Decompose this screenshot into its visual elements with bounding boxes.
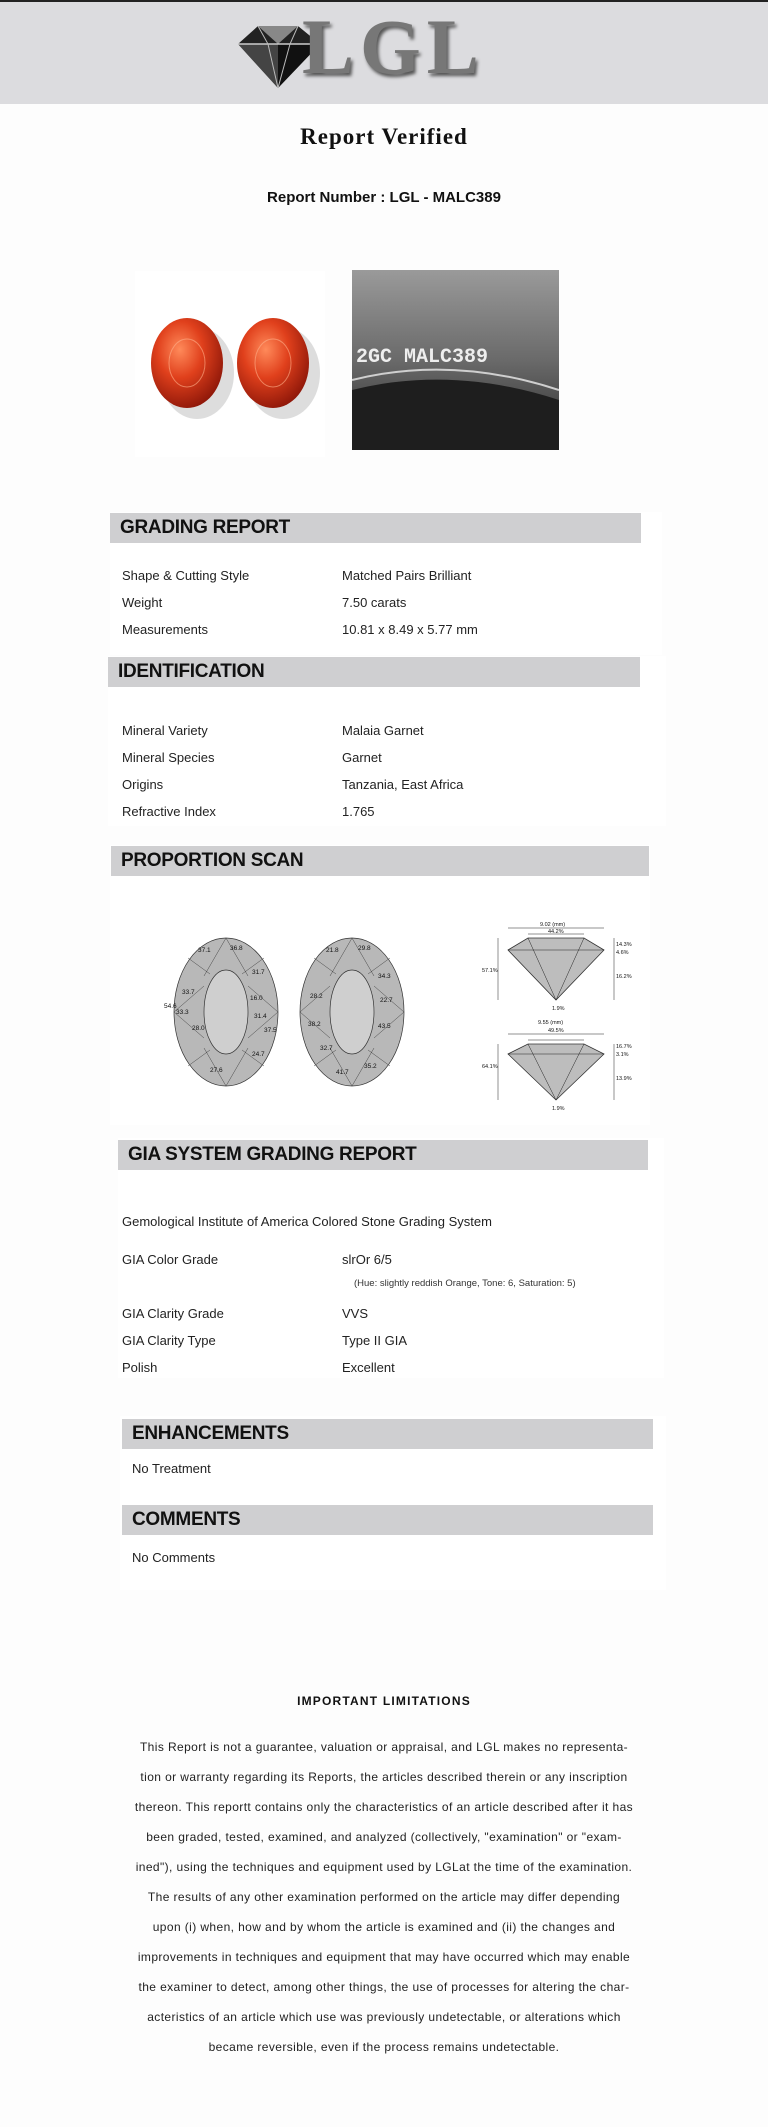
facet-label: 32.7 bbox=[320, 1045, 333, 1052]
inscription-text: 2GC MALC389 bbox=[356, 346, 489, 369]
gia-report-header bbox=[118, 1140, 648, 1170]
section-heading: ENHANCEMENTS bbox=[132, 1423, 289, 1444]
facet-label: 37.1 bbox=[198, 947, 211, 954]
limitations-line: became reversible, even if the process remains undetectable. bbox=[208, 2040, 560, 2054]
row-value: Excellent bbox=[342, 1360, 395, 1375]
section-heading: GIA SYSTEM GRADING REPORT bbox=[128, 1144, 417, 1165]
row-label: Mineral Variety bbox=[122, 723, 208, 738]
facet-label: 24.7 bbox=[252, 1051, 265, 1058]
limitations-body bbox=[118, 1732, 650, 2062]
profile-label: 44.2% bbox=[548, 929, 564, 935]
limitations-line: upon (i) when, how and by whom the article is examined and (ii) the changes and bbox=[152, 1920, 616, 1934]
facet-label: 54.6 bbox=[164, 1003, 177, 1010]
facet-label: 43.5 bbox=[378, 1023, 391, 1030]
limitations-line: been graded, tested, examined, and analyzed (collectively, "examination" or "exam- bbox=[146, 1830, 622, 1844]
row-value: 10.81 x 8.49 x 5.77 mm bbox=[342, 622, 478, 637]
row-label: GIA Color Grade bbox=[122, 1252, 219, 1267]
facet-label: 29.8 bbox=[358, 945, 371, 952]
facet-label: 28.2 bbox=[310, 993, 323, 1000]
facet-diagram bbox=[118, 906, 448, 1118]
facet-label: 31.7 bbox=[252, 969, 265, 976]
row-label: GIA Clarity Grade bbox=[122, 1306, 224, 1321]
row-label: GIA Clarity Type bbox=[122, 1333, 216, 1348]
proportion-scan-header bbox=[111, 846, 649, 876]
comments-value: No Comments bbox=[132, 1550, 216, 1565]
grading-report-header bbox=[110, 513, 641, 543]
row-label: Weight bbox=[122, 595, 163, 610]
facet-label: 38.2 bbox=[308, 1021, 321, 1028]
row-label: Origins bbox=[122, 777, 164, 792]
profile-label: 16.7% bbox=[616, 1044, 632, 1050]
row-value: Garnet bbox=[342, 750, 382, 765]
row-label: Polish bbox=[122, 1360, 158, 1375]
limitations-line: This Report is not a guarantee, valuation or appraisal, and LGL makes no representa- bbox=[139, 1740, 629, 1754]
profile-label: 16.2% bbox=[616, 974, 632, 980]
profile-label: 14.3% bbox=[616, 942, 632, 948]
section-heading: PROPORTION SCAN bbox=[121, 850, 304, 871]
limitations-line: improvements in techniques and equipment that may have occurred which may enable bbox=[137, 1950, 631, 1964]
enhancements-header bbox=[122, 1419, 653, 1449]
row-label: Mineral Species bbox=[122, 750, 215, 765]
facet-label: 37.5 bbox=[264, 1027, 277, 1034]
inscription-photo bbox=[352, 270, 559, 450]
profile-label: 9.02 (mm) bbox=[540, 922, 566, 928]
limitations-line: The results of any other examination performed on the article may differ depending bbox=[147, 1890, 621, 1904]
row-label: Refractive Index bbox=[122, 804, 216, 819]
facet-label: 31.4 bbox=[254, 1013, 267, 1020]
comments-header bbox=[122, 1505, 653, 1535]
limitations-line: ined"), using the techniques and equipment used by LGLat the time of the examination. bbox=[135, 1860, 633, 1874]
section-heading: GRADING REPORT bbox=[120, 517, 290, 538]
facet-label: 27.6 bbox=[210, 1067, 223, 1074]
row-value: slrOr 6/5 bbox=[342, 1252, 392, 1267]
profile-label: 49.5% bbox=[548, 1028, 564, 1034]
facet-label: 21.8 bbox=[326, 947, 339, 954]
facet-label: 33.7 bbox=[182, 989, 195, 996]
row-label: Measurements bbox=[122, 622, 208, 637]
profile-label: 57.1% bbox=[482, 968, 498, 974]
row-value: Tanzania, East Africa bbox=[342, 777, 464, 792]
profile-label: 9.55 (mm) bbox=[538, 1020, 564, 1026]
facet-label: 41.7 bbox=[336, 1069, 349, 1076]
row-value: VVS bbox=[342, 1306, 369, 1321]
limitations-heading: IMPORTANT LIMITATIONS bbox=[297, 1694, 471, 1708]
report-number: Report Number : LGL - MALC389 bbox=[267, 189, 501, 206]
profile-label: 13.9% bbox=[616, 1076, 632, 1082]
row-label: Shape & Cutting Style bbox=[122, 568, 250, 583]
enhancements-value: No Treatment bbox=[132, 1461, 211, 1476]
profile-label: 4.6% bbox=[616, 950, 629, 956]
facet-label: 28.0 bbox=[192, 1025, 205, 1032]
row-value: Malaia Garnet bbox=[342, 723, 424, 738]
limitations-line: acteristics of an article which use was previously undetectable, or alterations which bbox=[147, 2010, 621, 2024]
limitations-line: the examiner to detect, among other things, the use of processes for altering the char- bbox=[138, 1980, 630, 1994]
facet-label: 22.7 bbox=[380, 997, 393, 1004]
row-value: Type II GIA bbox=[342, 1333, 408, 1348]
page-title: Report Verified bbox=[300, 124, 468, 149]
color-grade-note: (Hue: slightly reddish Orange, Tone: 6, Saturation: 5) bbox=[354, 1278, 576, 1289]
profile-label: 3.1% bbox=[616, 1052, 629, 1058]
logo-text: LGL bbox=[302, 3, 485, 90]
facet-label: 16.0 bbox=[250, 995, 263, 1002]
row-value: 1.765 bbox=[342, 804, 375, 819]
row-value: 7.50 carats bbox=[342, 595, 407, 610]
facet-label: 36.8 bbox=[230, 945, 243, 952]
profile-label: 1.9% bbox=[552, 1006, 565, 1012]
profile-diagram bbox=[472, 906, 644, 1118]
facet-label: 34.3 bbox=[378, 973, 391, 980]
section-heading: COMMENTS bbox=[132, 1509, 241, 1530]
facet-label: 33.3 bbox=[176, 1009, 189, 1016]
profile-label: 64.1% bbox=[482, 1064, 498, 1070]
identification-header bbox=[108, 657, 640, 687]
row-value: Matched Pairs Brilliant bbox=[342, 568, 472, 583]
header-banner bbox=[0, 2, 768, 104]
limitations-line: thereon. This reportt contains only the characteristics of an article described after it has bbox=[134, 1800, 634, 1814]
gemstone-photo bbox=[135, 271, 325, 457]
section-heading: IDENTIFICATION bbox=[118, 661, 265, 682]
gia-system-name: Gemological Institute of America Colored Stone Grading System bbox=[122, 1214, 492, 1229]
limitations-line: tion or warranty regarding its Reports, the articles described therein or any inscription bbox=[140, 1770, 628, 1784]
profile-label: 1.9% bbox=[552, 1106, 565, 1112]
facet-label: 35.2 bbox=[364, 1063, 377, 1070]
